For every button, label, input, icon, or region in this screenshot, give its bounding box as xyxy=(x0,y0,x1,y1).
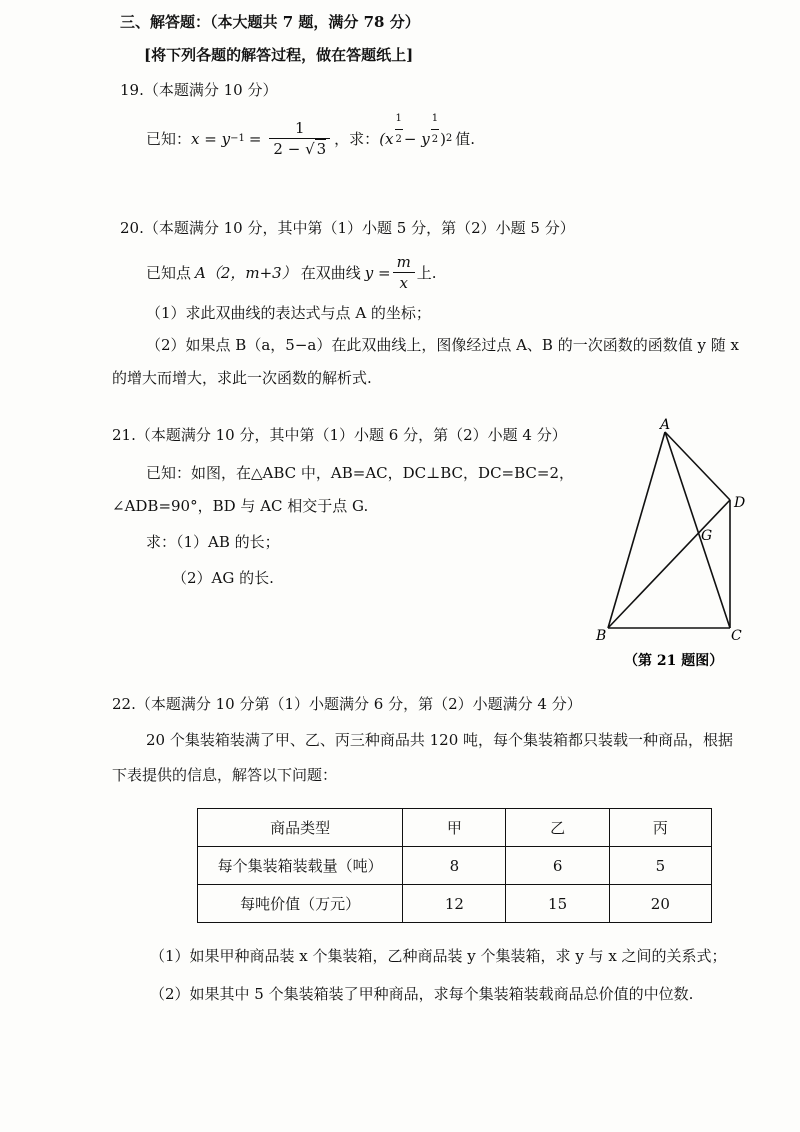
table-header-cell: 乙 xyxy=(506,809,609,847)
q19-radicand: 3 xyxy=(316,140,327,158)
q19-half-num-x: 1 xyxy=(395,109,403,130)
table-cell: 每个集装箱装载量（吨） xyxy=(198,847,403,885)
q20-fraction xyxy=(393,252,415,293)
q20-given xyxy=(146,252,437,293)
q20-given-c: 上. xyxy=(416,263,437,282)
q19-frac-den xyxy=(269,139,330,159)
table-cell: 8 xyxy=(403,847,506,885)
label-g: G xyxy=(701,528,713,544)
q19-given-prefix: 已知： xyxy=(146,129,192,148)
q21-ask1: 求：（1）AB 的长； xyxy=(146,533,280,551)
q19-half-exp-y xyxy=(431,109,439,150)
table-cell: 20 xyxy=(609,885,711,923)
q19-den-left: 2 − xyxy=(273,140,301,158)
q22-intro2: 下表提供的信息，解答以下问题： xyxy=(112,766,338,784)
q19-expr: (x xyxy=(379,129,394,148)
table-row xyxy=(198,885,712,923)
q19-half-exp-x xyxy=(395,109,403,150)
table-row xyxy=(198,847,712,885)
section-instruction: [将下列各题的解答过程，做在答题纸上] xyxy=(144,46,414,64)
q20-point-a: A（2，m+3） xyxy=(195,263,297,282)
label-d: D xyxy=(734,495,746,511)
q22-header: 22.（本题满分 10 分第（1）小题满分 6 分，第（2）小题满分 4 分） xyxy=(112,695,582,713)
q20-given-b: 在双曲线 xyxy=(300,263,361,282)
q19-eq: = xyxy=(248,129,262,148)
q19-half-den-y: 2 xyxy=(431,134,439,145)
q21-ask2: （2）AG 的长. xyxy=(172,569,274,587)
q19-exp: −1 xyxy=(230,132,245,144)
label-a: A xyxy=(660,418,671,433)
q22-part2: （2）如果其中 5 个集装箱装了甲种商品，求每个集装箱装载商品总价值的中位数. xyxy=(150,985,694,1003)
q19-header: 19.（本题满分 10 分） xyxy=(120,81,278,99)
q22-part1: （1）如果甲种商品装 x 个集装箱，乙种商品装 y 个集装箱，求 y 与 x 之间的关系式； xyxy=(150,947,727,965)
segment-ad xyxy=(665,432,730,500)
table-header-cell: 丙 xyxy=(609,809,711,847)
q20-part1: （1）求此双曲线的表达式与点 A 的坐标； xyxy=(146,304,431,322)
table-cell: 15 xyxy=(506,885,609,923)
q20-frac-den: x xyxy=(399,274,408,292)
table-header-row xyxy=(198,809,712,847)
q19-minus-y: − y xyxy=(403,129,430,148)
label-c: C xyxy=(731,628,742,644)
q21-figure xyxy=(590,418,760,668)
q21-given2: ∠ADB=90°，BD 与 AC 相交于点 G. xyxy=(112,497,369,515)
label-b: B xyxy=(596,628,607,644)
q19-sq: 2 xyxy=(445,132,453,144)
q20-header: 20.（本题满分 10 分，其中第（1）小题 5 分，第（2）小题 5 分） xyxy=(120,219,575,237)
q21-given1: 已知：如图，在△ABC 中，AB=AC，DC⊥BC，DC=BC=2， xyxy=(146,464,574,482)
q19-given xyxy=(146,113,476,159)
table-cell: 每吨价值（万元） xyxy=(198,885,403,923)
q20-part2-line2: 的增大而增大，求此一次函数的解析式. xyxy=(112,369,372,387)
q19-frac-num: 1 xyxy=(269,118,330,139)
q20-frac-num: m xyxy=(393,252,415,273)
section-title: 三、解答题：（本大题共 7 题，满分 78 分） xyxy=(120,13,420,31)
q19-close: ) xyxy=(440,129,446,148)
q19-half-num-y: 1 xyxy=(431,109,439,130)
table-header-cell: 商品类型 xyxy=(198,809,403,847)
q20-part2-line1: （2）如果点 B（a，5−a）在此双曲线上，图像经过点 A、B 的一次函数的函数值 y 随 x xyxy=(146,336,739,354)
segment-ac xyxy=(665,432,730,628)
q19-eq-left: x = y xyxy=(191,129,231,148)
q20-given-a: 已知点 xyxy=(146,263,192,282)
table-cell: 12 xyxy=(403,885,506,923)
q22-table xyxy=(197,808,712,923)
q20-y-eq: y = xyxy=(364,263,391,282)
q21-header: 21.（本题满分 10 分，其中第（1）小题 6 分，第（2）小题 4 分） xyxy=(112,426,567,444)
q19-suffix: 值. xyxy=(455,129,476,148)
table-header-cell: 甲 xyxy=(403,809,506,847)
q19-sqrt-sign: √ xyxy=(305,140,315,158)
table-cell: 5 xyxy=(609,847,711,885)
q22-intro1: 20 个集装箱装满了甲、乙、丙三种商品共 120 吨，每个集装箱都只装载一种商品，根据 xyxy=(146,731,734,749)
figure-caption: （第 21 题图） xyxy=(624,653,724,668)
q19-half-den-x: 2 xyxy=(395,134,402,145)
q19-ask-prefix: ，求： xyxy=(334,129,380,148)
table-cell: 6 xyxy=(506,847,609,885)
q19-fraction xyxy=(269,118,330,159)
